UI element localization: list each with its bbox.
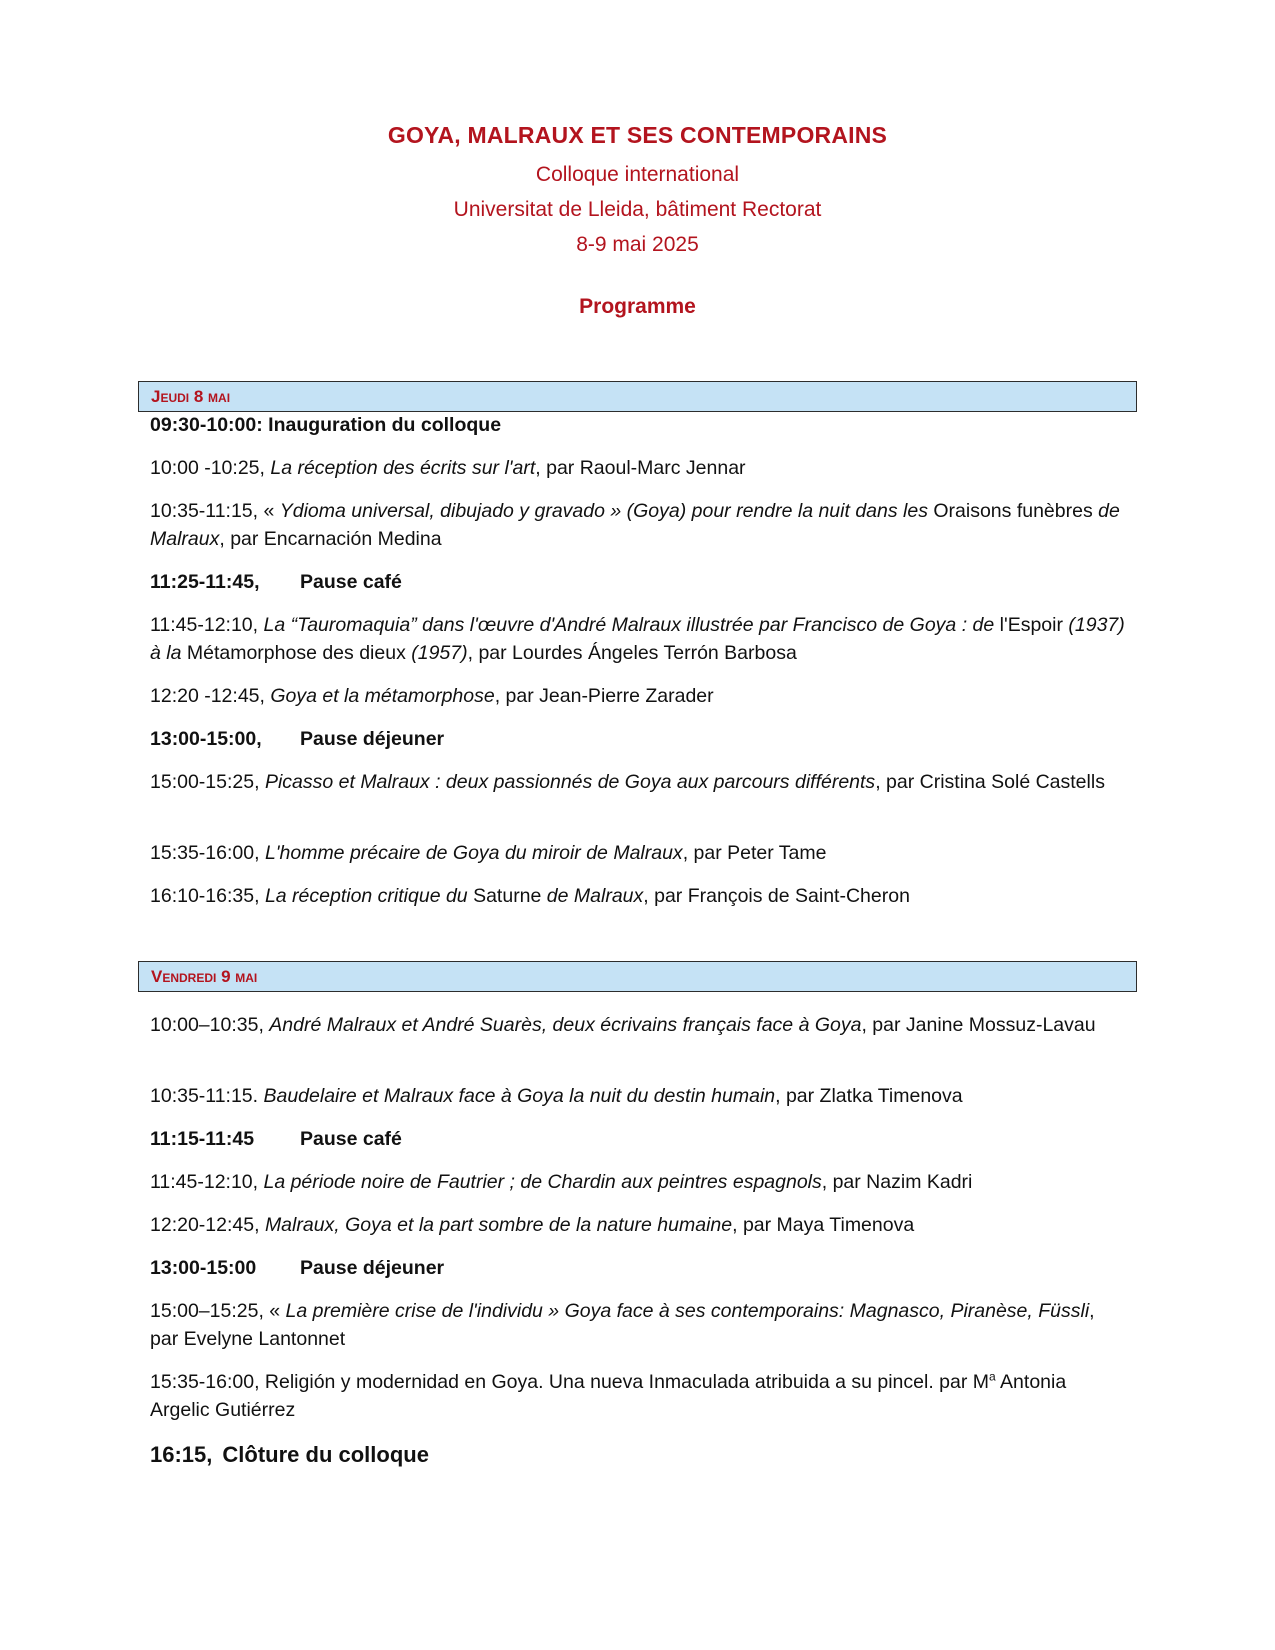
schedule-item: 15:35-16:00, L'homme précaire de Goya du miroir de Malraux, par Peter Tame — [150, 842, 827, 864]
schedule-item: 15:00–15:25, « La première crise de l'individu » Goya face à ses contemporains: Magnasco, Piranèse, Füssli, par Evelyne Lantonnet — [150, 1300, 1095, 1350]
schedule-item: 16:10-16:35, La réception critique du Saturne de Malraux, par François de Saint-Cheron — [150, 885, 910, 907]
schedule-item: 11:45-12:10, La “Tauromaquia” dans l'œuvre d'André Malraux illustrée par Francisco de Goya : de l'Espoir (1937) à la Métamorphose des dieux (1957), par Lourdes Ángeles Terrón Barbosa — [150, 614, 1125, 664]
schedule-item: 15:00-15:25, Picasso et Malraux : deux passionnés de Goya aux parcours différents, par Cristina Solé Castells — [150, 771, 1105, 793]
schedule-item: 12:20 -12:45, Goya et la métamorphose, par Jean-Pierre Zarader — [150, 685, 714, 707]
schedule-break: 11:15-11:45 Pause café — [150, 1128, 402, 1150]
schedule-item: 10:00 -10:25, La réception des écrits sur l'art, par Raoul-Marc Jennar — [150, 457, 746, 479]
schedule-item: 10:35-11:15, « Ydioma universal, dibujado y gravado » (Goya) pour rendre la nuit dans les Oraisons funèbres de Malraux, par Encarnación Medina — [150, 500, 1120, 550]
schedule-break: 13:00-15:00, Pause déjeuner — [150, 728, 445, 750]
closing-item: 16:15, Clôture du colloque — [150, 1442, 429, 1467]
day-header-vendredi: Vendredi 9 mai — [138, 961, 1137, 992]
schedule-item: 12:20-12:45, Malraux, Goya et la part sombre de la nature humaine, par Maya Timenova — [150, 1214, 915, 1236]
subtitle-dates: 8-9 mai 2025 — [576, 233, 699, 256]
subtitle-event-type: Colloque international — [535, 163, 740, 186]
subtitle-venue: Universitat de Lleida, bâtiment Rectorat — [453, 198, 822, 221]
schedule-item: 10:00–10:35, André Malraux et André Suarès, deux écrivains français face à Goya, par Janine Mossuz-Lavau — [150, 1014, 1096, 1036]
programme-heading: Programme — [579, 295, 696, 318]
day-header-jeudi: Jeudi 8 mai — [138, 381, 1137, 412]
schedule-item: 09:30-10:00: Inauguration du colloque — [150, 414, 502, 436]
document-title: GOYA, MALRAUX ET SES CONTEMPORAINS — [387, 122, 888, 148]
schedule-item: 10:35-11:15. Baudelaire et Malraux face à Goya la nuit du destin humain, par Zlatka Timenova — [150, 1085, 963, 1107]
schedule-break: 13:00-15:00 Pause déjeuner — [150, 1257, 445, 1279]
schedule-item: 15:35-16:00, Religión y modernidad en Goya. Una nueva Inmaculada atribuida a su pincel. par $M^a$ Antonia Argelic Gutiérrez — [150, 1369, 1067, 1421]
schedule-break: 11:25-11:45, Pause café — [150, 571, 402, 593]
schedule-item: 11:45-12:10, La période noire de Fautrier ; de Chardin aux peintres espagnols, par Nazim Kadri — [150, 1171, 973, 1193]
